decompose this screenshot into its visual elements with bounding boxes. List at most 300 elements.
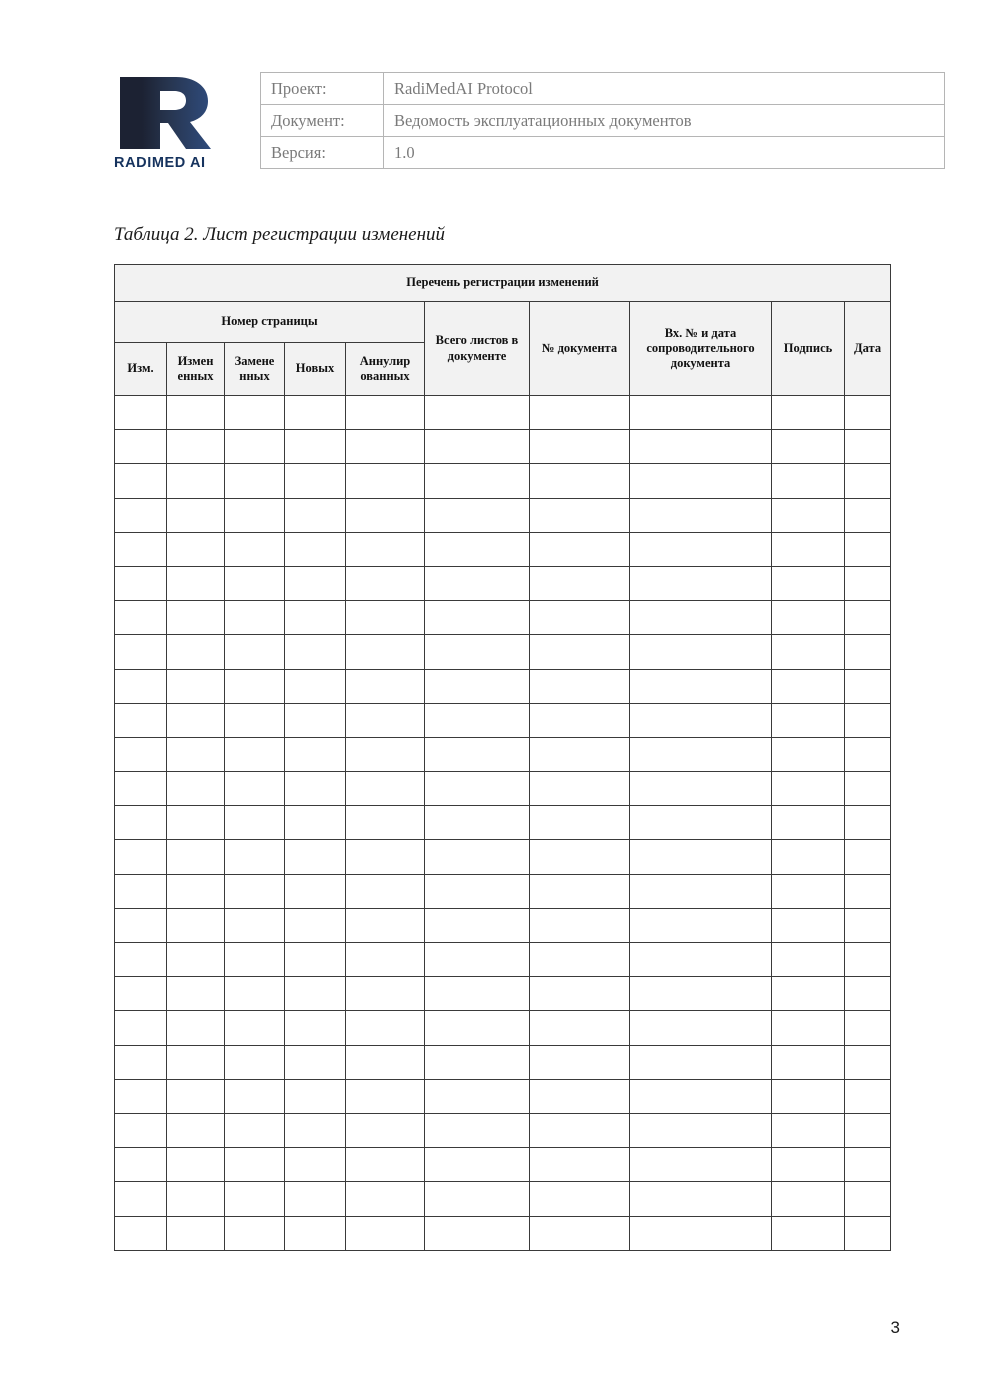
table-row[interactable] xyxy=(115,1216,891,1250)
table-cell[interactable] xyxy=(225,1011,285,1045)
table-cell[interactable] xyxy=(425,874,530,908)
table-cell[interactable] xyxy=(772,908,845,942)
table-cell[interactable] xyxy=(772,532,845,566)
header-changed-pages: Измен енных xyxy=(167,343,225,396)
table-cell[interactable] xyxy=(115,430,167,464)
table-cell[interactable] xyxy=(346,430,425,464)
table-cell[interactable] xyxy=(167,669,225,703)
table-cell[interactable] xyxy=(167,874,225,908)
table-cell[interactable] xyxy=(425,1079,530,1113)
table-cell[interactable] xyxy=(167,635,225,669)
table-cell[interactable] xyxy=(115,772,167,806)
table-cell[interactable] xyxy=(845,635,891,669)
table-cell[interactable] xyxy=(346,635,425,669)
table-cell[interactable] xyxy=(115,1045,167,1079)
table-cell[interactable] xyxy=(167,806,225,840)
registration-table-head xyxy=(115,265,891,396)
table-cell[interactable] xyxy=(845,908,891,942)
table-cell[interactable] xyxy=(772,430,845,464)
table-cell[interactable] xyxy=(425,396,530,430)
registration-table-body xyxy=(115,396,891,1251)
table-cell[interactable] xyxy=(167,737,225,771)
table-row[interactable] xyxy=(115,396,891,430)
meta-label-project: Проект: xyxy=(261,73,384,105)
table-cell[interactable] xyxy=(530,1079,630,1113)
table-cell[interactable] xyxy=(285,635,346,669)
table-cell[interactable] xyxy=(115,635,167,669)
table-cell[interactable] xyxy=(630,601,772,635)
table-cell[interactable] xyxy=(346,601,425,635)
table-cell[interactable] xyxy=(167,943,225,977)
table-cell[interactable] xyxy=(225,772,285,806)
table-cell[interactable] xyxy=(630,737,772,771)
radimed-r-logo-icon xyxy=(116,75,216,151)
table-cell[interactable] xyxy=(225,669,285,703)
table-cell[interactable] xyxy=(225,840,285,874)
table-cell[interactable] xyxy=(115,1011,167,1045)
table-cell[interactable] xyxy=(772,840,845,874)
table-cell[interactable] xyxy=(167,601,225,635)
table-cell[interactable] xyxy=(772,464,845,498)
table-cell[interactable] xyxy=(225,806,285,840)
table-cell[interactable] xyxy=(167,566,225,600)
table-cell[interactable] xyxy=(346,396,425,430)
table-cell[interactable] xyxy=(630,1216,772,1250)
table-cell[interactable] xyxy=(346,703,425,737)
table-cell[interactable] xyxy=(845,874,891,908)
table-cell[interactable] xyxy=(530,464,630,498)
table-cell[interactable] xyxy=(285,943,346,977)
table-cell[interactable] xyxy=(772,943,845,977)
table-cell[interactable] xyxy=(630,635,772,669)
table-cell[interactable] xyxy=(630,840,772,874)
table-cell[interactable] xyxy=(225,1079,285,1113)
table-cell[interactable] xyxy=(530,806,630,840)
table-cell[interactable] xyxy=(167,1182,225,1216)
table-cell[interactable] xyxy=(225,943,285,977)
table-cell[interactable] xyxy=(346,1148,425,1182)
table-cell[interactable] xyxy=(225,1148,285,1182)
table-cell[interactable] xyxy=(346,840,425,874)
table-cell[interactable] xyxy=(285,1045,346,1079)
table-cell[interactable] xyxy=(225,601,285,635)
table-cell[interactable] xyxy=(167,703,225,737)
table-cell[interactable] xyxy=(346,737,425,771)
table-cell[interactable] xyxy=(285,874,346,908)
table-cell[interactable] xyxy=(530,1148,630,1182)
table-cell[interactable] xyxy=(425,772,530,806)
table-cell[interactable] xyxy=(115,1182,167,1216)
table-cell[interactable] xyxy=(285,669,346,703)
table-cell[interactable] xyxy=(425,703,530,737)
table-cell[interactable] xyxy=(225,908,285,942)
table-cell[interactable] xyxy=(530,908,630,942)
table-cell[interactable] xyxy=(115,943,167,977)
table-cell[interactable] xyxy=(772,1011,845,1045)
table-cell[interactable] xyxy=(772,498,845,532)
table-cell[interactable] xyxy=(285,1079,346,1113)
table-cell[interactable] xyxy=(285,396,346,430)
table-cell[interactable] xyxy=(425,1045,530,1079)
table-cell[interactable] xyxy=(530,498,630,532)
table-cell[interactable] xyxy=(115,1216,167,1250)
table-cell[interactable] xyxy=(115,464,167,498)
table-cell[interactable] xyxy=(772,1113,845,1147)
table-cell[interactable] xyxy=(115,1148,167,1182)
table-row[interactable] xyxy=(115,943,891,977)
meta-value-document: Ведомость эксплуатационных документов xyxy=(384,105,945,137)
table-cell[interactable] xyxy=(167,840,225,874)
table-cell[interactable] xyxy=(115,977,167,1011)
table-cell[interactable] xyxy=(346,1011,425,1045)
table-cell[interactable] xyxy=(845,1148,891,1182)
table-cell[interactable] xyxy=(167,430,225,464)
table-cell[interactable] xyxy=(845,840,891,874)
table-cell[interactable] xyxy=(630,498,772,532)
table-cell[interactable] xyxy=(630,874,772,908)
table-cell[interactable] xyxy=(285,566,346,600)
table-cell[interactable] xyxy=(285,737,346,771)
table-cell[interactable] xyxy=(167,1216,225,1250)
table-cell[interactable] xyxy=(115,396,167,430)
table-cell[interactable] xyxy=(530,669,630,703)
table-cell[interactable] xyxy=(630,806,772,840)
table-row[interactable] xyxy=(115,772,891,806)
table-cell[interactable] xyxy=(845,977,891,1011)
table-cell[interactable] xyxy=(225,1182,285,1216)
table-cell[interactable] xyxy=(530,1216,630,1250)
table-row[interactable] xyxy=(115,566,891,600)
table-cell[interactable] xyxy=(346,566,425,600)
table-cell[interactable] xyxy=(346,943,425,977)
table-cell[interactable] xyxy=(425,1182,530,1216)
table-cell[interactable] xyxy=(845,566,891,600)
table-cell[interactable] xyxy=(285,601,346,635)
table-row[interactable] xyxy=(115,840,891,874)
registration-table-wrapper xyxy=(114,264,890,1251)
table-cell[interactable] xyxy=(425,635,530,669)
table-cell[interactable] xyxy=(285,703,346,737)
table-cell[interactable] xyxy=(630,943,772,977)
table-cell[interactable] xyxy=(115,908,167,942)
table-cell[interactable] xyxy=(630,908,772,942)
table-cell[interactable] xyxy=(285,430,346,464)
table-cell[interactable] xyxy=(630,703,772,737)
table-cell[interactable] xyxy=(115,806,167,840)
table-row[interactable] xyxy=(115,908,891,942)
table-cell[interactable] xyxy=(530,532,630,566)
table-cell[interactable] xyxy=(772,566,845,600)
table-cell[interactable] xyxy=(115,669,167,703)
table-cell[interactable] xyxy=(285,464,346,498)
table-cell[interactable] xyxy=(425,669,530,703)
table-cell[interactable] xyxy=(225,1045,285,1079)
table-cell[interactable] xyxy=(425,977,530,1011)
table-cell[interactable] xyxy=(167,977,225,1011)
table-row[interactable] xyxy=(115,1182,891,1216)
table-row[interactable] xyxy=(115,498,891,532)
header-replaced-pages: Замене нных xyxy=(225,343,285,396)
table-cell[interactable] xyxy=(845,396,891,430)
table-cell[interactable] xyxy=(425,1148,530,1182)
table-cell[interactable] xyxy=(845,1045,891,1079)
table-cell[interactable] xyxy=(630,532,772,566)
table-cell[interactable] xyxy=(772,1148,845,1182)
table-cell[interactable] xyxy=(425,1216,530,1250)
header-annulled-pages: Аннулир ованных xyxy=(346,343,425,396)
table-cell[interactable] xyxy=(772,772,845,806)
table-cell[interactable] xyxy=(115,1113,167,1147)
table-cell[interactable] xyxy=(772,1182,845,1216)
table-cell[interactable] xyxy=(346,498,425,532)
table-cell[interactable] xyxy=(115,737,167,771)
table-cell[interactable] xyxy=(167,464,225,498)
header-incoming-number-and-date: Вх. № и дата сопроводительного документа xyxy=(630,302,772,396)
table-cell[interactable] xyxy=(167,396,225,430)
table-cell[interactable] xyxy=(530,1182,630,1216)
table-cell[interactable] xyxy=(167,908,225,942)
table-cell[interactable] xyxy=(425,430,530,464)
table-cell[interactable] xyxy=(530,430,630,464)
table-cell[interactable] xyxy=(630,566,772,600)
table-cell[interactable] xyxy=(167,498,225,532)
table-cell[interactable] xyxy=(167,1079,225,1113)
table-cell[interactable] xyxy=(845,806,891,840)
table-cell[interactable] xyxy=(845,1216,891,1250)
brand-logo xyxy=(112,75,224,180)
table-cell[interactable] xyxy=(845,1011,891,1045)
table-cell[interactable] xyxy=(346,806,425,840)
table-cell[interactable] xyxy=(530,703,630,737)
table-cell[interactable] xyxy=(285,772,346,806)
table-row[interactable] xyxy=(115,1011,891,1045)
table-cell[interactable] xyxy=(225,635,285,669)
table-cell[interactable] xyxy=(115,566,167,600)
table-row[interactable] xyxy=(115,1045,891,1079)
table-row[interactable] xyxy=(115,601,891,635)
table-cell[interactable] xyxy=(425,601,530,635)
table-cell[interactable] xyxy=(346,1113,425,1147)
table-cell[interactable] xyxy=(346,874,425,908)
table-cell[interactable] xyxy=(530,566,630,600)
table-row[interactable] xyxy=(115,669,891,703)
table-cell[interactable] xyxy=(225,396,285,430)
table-cell[interactable] xyxy=(225,703,285,737)
table-cell[interactable] xyxy=(845,772,891,806)
table-cell[interactable] xyxy=(772,1216,845,1250)
table-cell[interactable] xyxy=(530,396,630,430)
table-cell[interactable] xyxy=(530,1011,630,1045)
table-cell[interactable] xyxy=(346,908,425,942)
table-cell[interactable] xyxy=(425,532,530,566)
table-cell[interactable] xyxy=(225,566,285,600)
meta-row-version xyxy=(261,137,945,169)
table-cell[interactable] xyxy=(425,464,530,498)
header-total-sheets: Всего листов в документе xyxy=(425,302,530,396)
table-cell[interactable] xyxy=(630,772,772,806)
table-cell[interactable] xyxy=(630,1182,772,1216)
table-cell[interactable] xyxy=(845,464,891,498)
table-row[interactable] xyxy=(115,532,891,566)
table-cell[interactable] xyxy=(285,1113,346,1147)
table-cell[interactable] xyxy=(630,464,772,498)
table-cell[interactable] xyxy=(115,1079,167,1113)
table-cell[interactable] xyxy=(845,703,891,737)
table-cell[interactable] xyxy=(346,1182,425,1216)
table-cell[interactable] xyxy=(425,840,530,874)
table-row[interactable] xyxy=(115,806,891,840)
table-cell[interactable] xyxy=(772,396,845,430)
table-cell[interactable] xyxy=(425,1113,530,1147)
table-cell[interactable] xyxy=(772,737,845,771)
table-cell[interactable] xyxy=(530,840,630,874)
table-cell[interactable] xyxy=(285,806,346,840)
table-cell[interactable] xyxy=(225,874,285,908)
table-cell[interactable] xyxy=(167,1045,225,1079)
table-cell[interactable] xyxy=(845,1079,891,1113)
table-row[interactable] xyxy=(115,635,891,669)
table-cell[interactable] xyxy=(225,737,285,771)
table-cell[interactable] xyxy=(285,1011,346,1045)
table-cell[interactable] xyxy=(530,737,630,771)
table-cell[interactable] xyxy=(285,908,346,942)
table-cell[interactable] xyxy=(346,464,425,498)
table-cell[interactable] xyxy=(425,566,530,600)
header-row-title xyxy=(115,265,891,302)
table-cell[interactable] xyxy=(115,532,167,566)
table-cell[interactable] xyxy=(425,806,530,840)
table-cell[interactable] xyxy=(167,1113,225,1147)
table-cell[interactable] xyxy=(425,943,530,977)
table-row[interactable] xyxy=(115,703,891,737)
header-row-groups xyxy=(115,302,891,343)
table-cell[interactable] xyxy=(630,1148,772,1182)
table-cell[interactable] xyxy=(346,1079,425,1113)
table-cell[interactable] xyxy=(285,1182,346,1216)
table-cell[interactable] xyxy=(630,396,772,430)
table-cell[interactable] xyxy=(285,498,346,532)
table-cell[interactable] xyxy=(845,943,891,977)
table-cell[interactable] xyxy=(630,430,772,464)
table-cell[interactable] xyxy=(845,1113,891,1147)
table-caption: Таблица 2. Лист регистрации изменений xyxy=(114,224,446,245)
table-cell[interactable] xyxy=(167,772,225,806)
table-cell[interactable] xyxy=(845,669,891,703)
table-cell[interactable] xyxy=(845,737,891,771)
table-cell[interactable] xyxy=(167,1148,225,1182)
table-cell[interactable] xyxy=(346,532,425,566)
table-cell[interactable] xyxy=(845,430,891,464)
table-cell[interactable] xyxy=(530,1113,630,1147)
table-cell[interactable] xyxy=(225,464,285,498)
table-cell[interactable] xyxy=(772,1045,845,1079)
table-row[interactable] xyxy=(115,1148,891,1182)
table-row[interactable] xyxy=(115,464,891,498)
table-cell[interactable] xyxy=(285,1216,346,1250)
table-cell[interactable] xyxy=(425,498,530,532)
document-header xyxy=(112,72,902,187)
table-cell[interactable] xyxy=(630,1079,772,1113)
table-cell[interactable] xyxy=(772,635,845,669)
page-number: 3 xyxy=(890,1318,900,1337)
table-cell[interactable] xyxy=(530,601,630,635)
table-cell[interactable] xyxy=(115,840,167,874)
registration-table-title: Перечень регистрации изменений xyxy=(115,265,891,302)
table-cell[interactable] xyxy=(425,908,530,942)
table-cell[interactable] xyxy=(225,532,285,566)
table-cell[interactable] xyxy=(772,806,845,840)
header-new-pages: Новых xyxy=(285,343,346,396)
table-cell[interactable] xyxy=(630,1045,772,1079)
table-cell[interactable] xyxy=(225,430,285,464)
table-cell[interactable] xyxy=(630,1113,772,1147)
table-cell[interactable] xyxy=(346,1045,425,1079)
table-cell[interactable] xyxy=(115,498,167,532)
table-row[interactable] xyxy=(115,737,891,771)
table-cell[interactable] xyxy=(225,977,285,1011)
table-cell[interactable] xyxy=(772,669,845,703)
table-row[interactable] xyxy=(115,430,891,464)
table-cell[interactable] xyxy=(115,874,167,908)
table-row[interactable] xyxy=(115,977,891,1011)
header-signature: Подпись xyxy=(772,302,845,396)
table-cell[interactable] xyxy=(225,1216,285,1250)
table-cell[interactable] xyxy=(225,1113,285,1147)
table-cell[interactable] xyxy=(115,601,167,635)
table-cell[interactable] xyxy=(346,669,425,703)
table-cell[interactable] xyxy=(530,977,630,1011)
table-cell[interactable] xyxy=(346,772,425,806)
table-cell[interactable] xyxy=(630,977,772,1011)
table-cell[interactable] xyxy=(845,1182,891,1216)
table-cell[interactable] xyxy=(845,532,891,566)
table-cell[interactable] xyxy=(285,532,346,566)
meta-row-project xyxy=(261,73,945,105)
table-cell[interactable] xyxy=(630,1011,772,1045)
table-cell[interactable] xyxy=(285,977,346,1011)
table-cell[interactable] xyxy=(530,1045,630,1079)
table-cell[interactable] xyxy=(772,601,845,635)
table-cell[interactable] xyxy=(285,1148,346,1182)
table-cell[interactable] xyxy=(530,943,630,977)
table-cell[interactable] xyxy=(772,977,845,1011)
table-cell[interactable] xyxy=(530,772,630,806)
table-cell[interactable] xyxy=(346,977,425,1011)
table-cell[interactable] xyxy=(346,1216,425,1250)
meta-label-version: Версия: xyxy=(261,137,384,169)
table-cell[interactable] xyxy=(845,498,891,532)
table-cell[interactable] xyxy=(285,840,346,874)
table-cell[interactable] xyxy=(167,1011,225,1045)
table-cell[interactable] xyxy=(772,703,845,737)
table-cell[interactable] xyxy=(845,601,891,635)
table-cell[interactable] xyxy=(772,1079,845,1113)
table-cell[interactable] xyxy=(530,874,630,908)
table-cell[interactable] xyxy=(425,1011,530,1045)
brand-wordmark: RADIMED AI xyxy=(114,155,206,171)
table-cell[interactable] xyxy=(167,532,225,566)
table-cell[interactable] xyxy=(530,635,630,669)
table-cell[interactable] xyxy=(772,874,845,908)
table-cell[interactable] xyxy=(225,498,285,532)
table-row[interactable] xyxy=(115,874,891,908)
table-row[interactable] xyxy=(115,1113,891,1147)
table-cell[interactable] xyxy=(115,703,167,737)
table-row[interactable] xyxy=(115,1079,891,1113)
table-cell[interactable] xyxy=(425,737,530,771)
table-cell[interactable] xyxy=(630,669,772,703)
header-document-number: № документа xyxy=(530,302,630,396)
